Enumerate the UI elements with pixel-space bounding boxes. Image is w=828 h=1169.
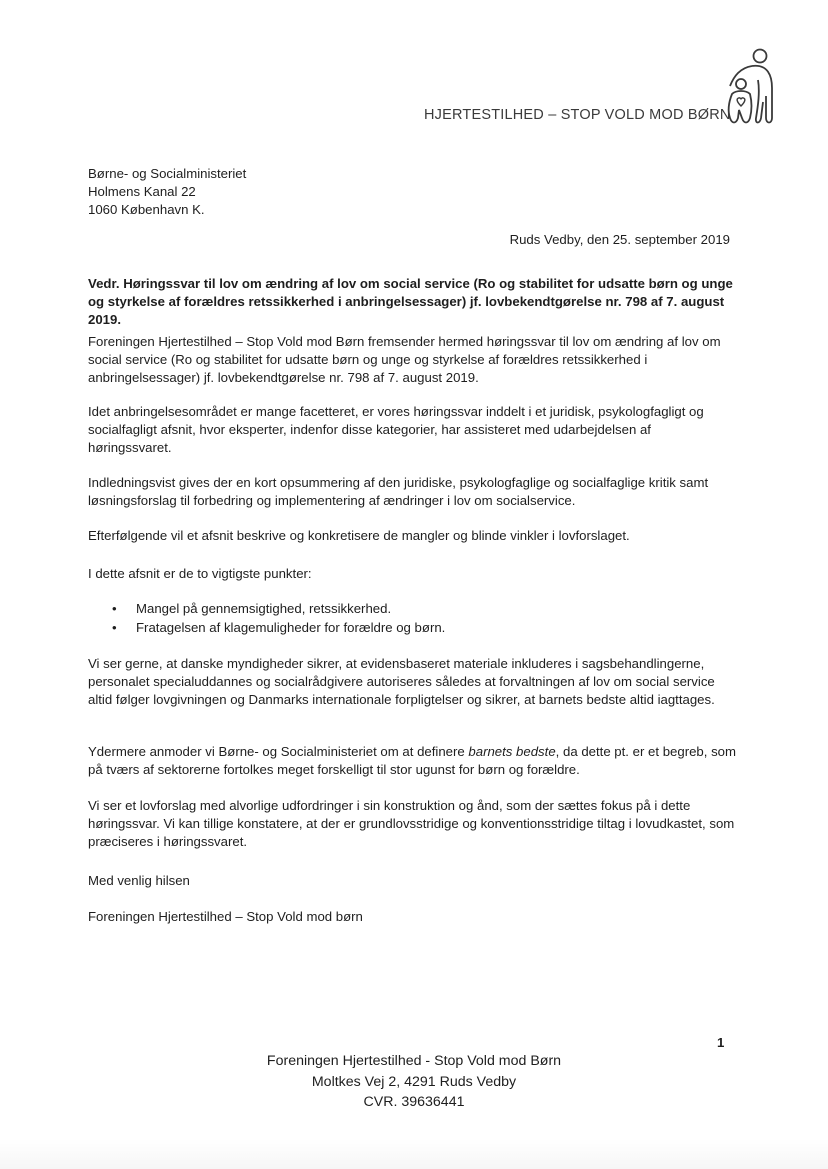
footer-organization: Foreningen Hjertestilhed - Stop Vold mod Børn: [266, 1053, 562, 1069]
signature: Foreningen Hjertestilhed – Stop Vold mod børn: [88, 909, 363, 924]
recipient-address: [88, 165, 736, 219]
list-item: [108, 599, 445, 618]
best-interest-text-start: Ydermere anmoder vi Børne- og Socialministeriet om at definere: [88, 744, 469, 759]
scan-shade: [0, 1139, 828, 1169]
paragraph-conclusion: Vi ser et lovforslag med alvorlige udfordringer i sin konstruktion og ånd, som der sættes fokus på i dette høringssvar. Vi kan tillige konstatere, at der er grundlovsstridige og konventionsstridige tiltag i lovudkastet, som præciseres i høringssvaret.: [88, 798, 735, 849]
recipient-name: Børne- og Socialministeriet: [88, 166, 247, 181]
paragraph-followup: Efterfølgende vil et afsnit beskrive og konkretisere de mangler og blinde vinkler i lovforslaget.: [88, 528, 630, 543]
paragraph-key-points: I dette afsnit er de to vigtigste punkter:: [88, 566, 312, 581]
subject-line: Vedr. Høringssvar til lov om ændring af lov om social service (Ro og stabilitet for udsatte børn og unge og styrkelse af forældres retssikkerhed i anbringelsessager) jf. lovbekendtgørelse nr. 798 af 7. august 2019.: [88, 276, 733, 327]
closing-greeting: Med venlig hilsen: [88, 873, 190, 888]
paragraph-structure: Idet anbringelsesområdet er mange facetteret, er vores høringssvar inddelt i et juridisk, psykologfagligt og socialfagligt afsnit, hvor eksperter, indenfor disse kategorier, har assisteret med udarbejdelsen af høringssvaret.: [88, 404, 704, 455]
paragraph-intro: Foreningen Hjertestilhed – Stop Vold mod Børn fremsender hermed høringssvar til lov om ændring af lov om social service (Ro og stabilitet for udsatte børn og unge og styrkelse af forældres retssikkerhed i anbringelsessager) jf. lovbekendtgørelse nr. 798 af 7. august 2019.: [88, 334, 721, 385]
recipient-street: Holmens Kanal 22: [88, 184, 196, 199]
paragraph-summary: Indledningsvist gives der en kort opsummering af den juridiske, psykologfaglige og socialfaglige kritik samt løsningsforslag til forbedring og implementering af ændringer i lov om socialservice.: [88, 475, 709, 508]
recipient-city: 1060 København K.: [88, 202, 205, 217]
date-line: Ruds Vedby, den 25. september 2019: [509, 232, 730, 247]
best-interest-text-end: , da dette pt. er et begreb, som på tværs af sektorerne fortolkes meget forskelligt til stor ugunst for børn og forældre.: [88, 744, 736, 777]
paragraph-best-interest: [88, 743, 736, 779]
bullet-icon: •: [112, 601, 117, 616]
list-item-text: Fratagelsen af klagemuligheder for forældre og børn.: [136, 620, 446, 635]
paragraph-recommendations: Vi ser gerne, at danske myndigheder sikrer, at evidensbaseret materiale inkluderes i sagsbehandlingerne, personalet specialuddannes og socialrådgivere autoriseres således at forvaltningen af lov om social service altid følger lovgivningen og Danmarks internationale forpligtelser og sikrer, at barnets bedste altid iagttages.: [88, 656, 715, 707]
footer-address: Moltkes Vej 2, 4291 Ruds Vedby: [311, 1073, 517, 1090]
bullet-icon: •: [112, 620, 117, 635]
organization-header: HJERTESTILHED – STOP VOLD MOD BØRN: [424, 107, 731, 123]
footer: [0, 1051, 828, 1113]
best-interest-emphasis: barnets bedste: [468, 744, 556, 759]
page-number: 1: [717, 1035, 725, 1050]
list-item-text: Mangel på gennemsigtighed, retssikkerhed.: [136, 601, 392, 616]
list-item: [108, 618, 445, 637]
footer-cvr: CVR. 39636441: [363, 1094, 465, 1110]
key-points-list: [108, 599, 445, 637]
